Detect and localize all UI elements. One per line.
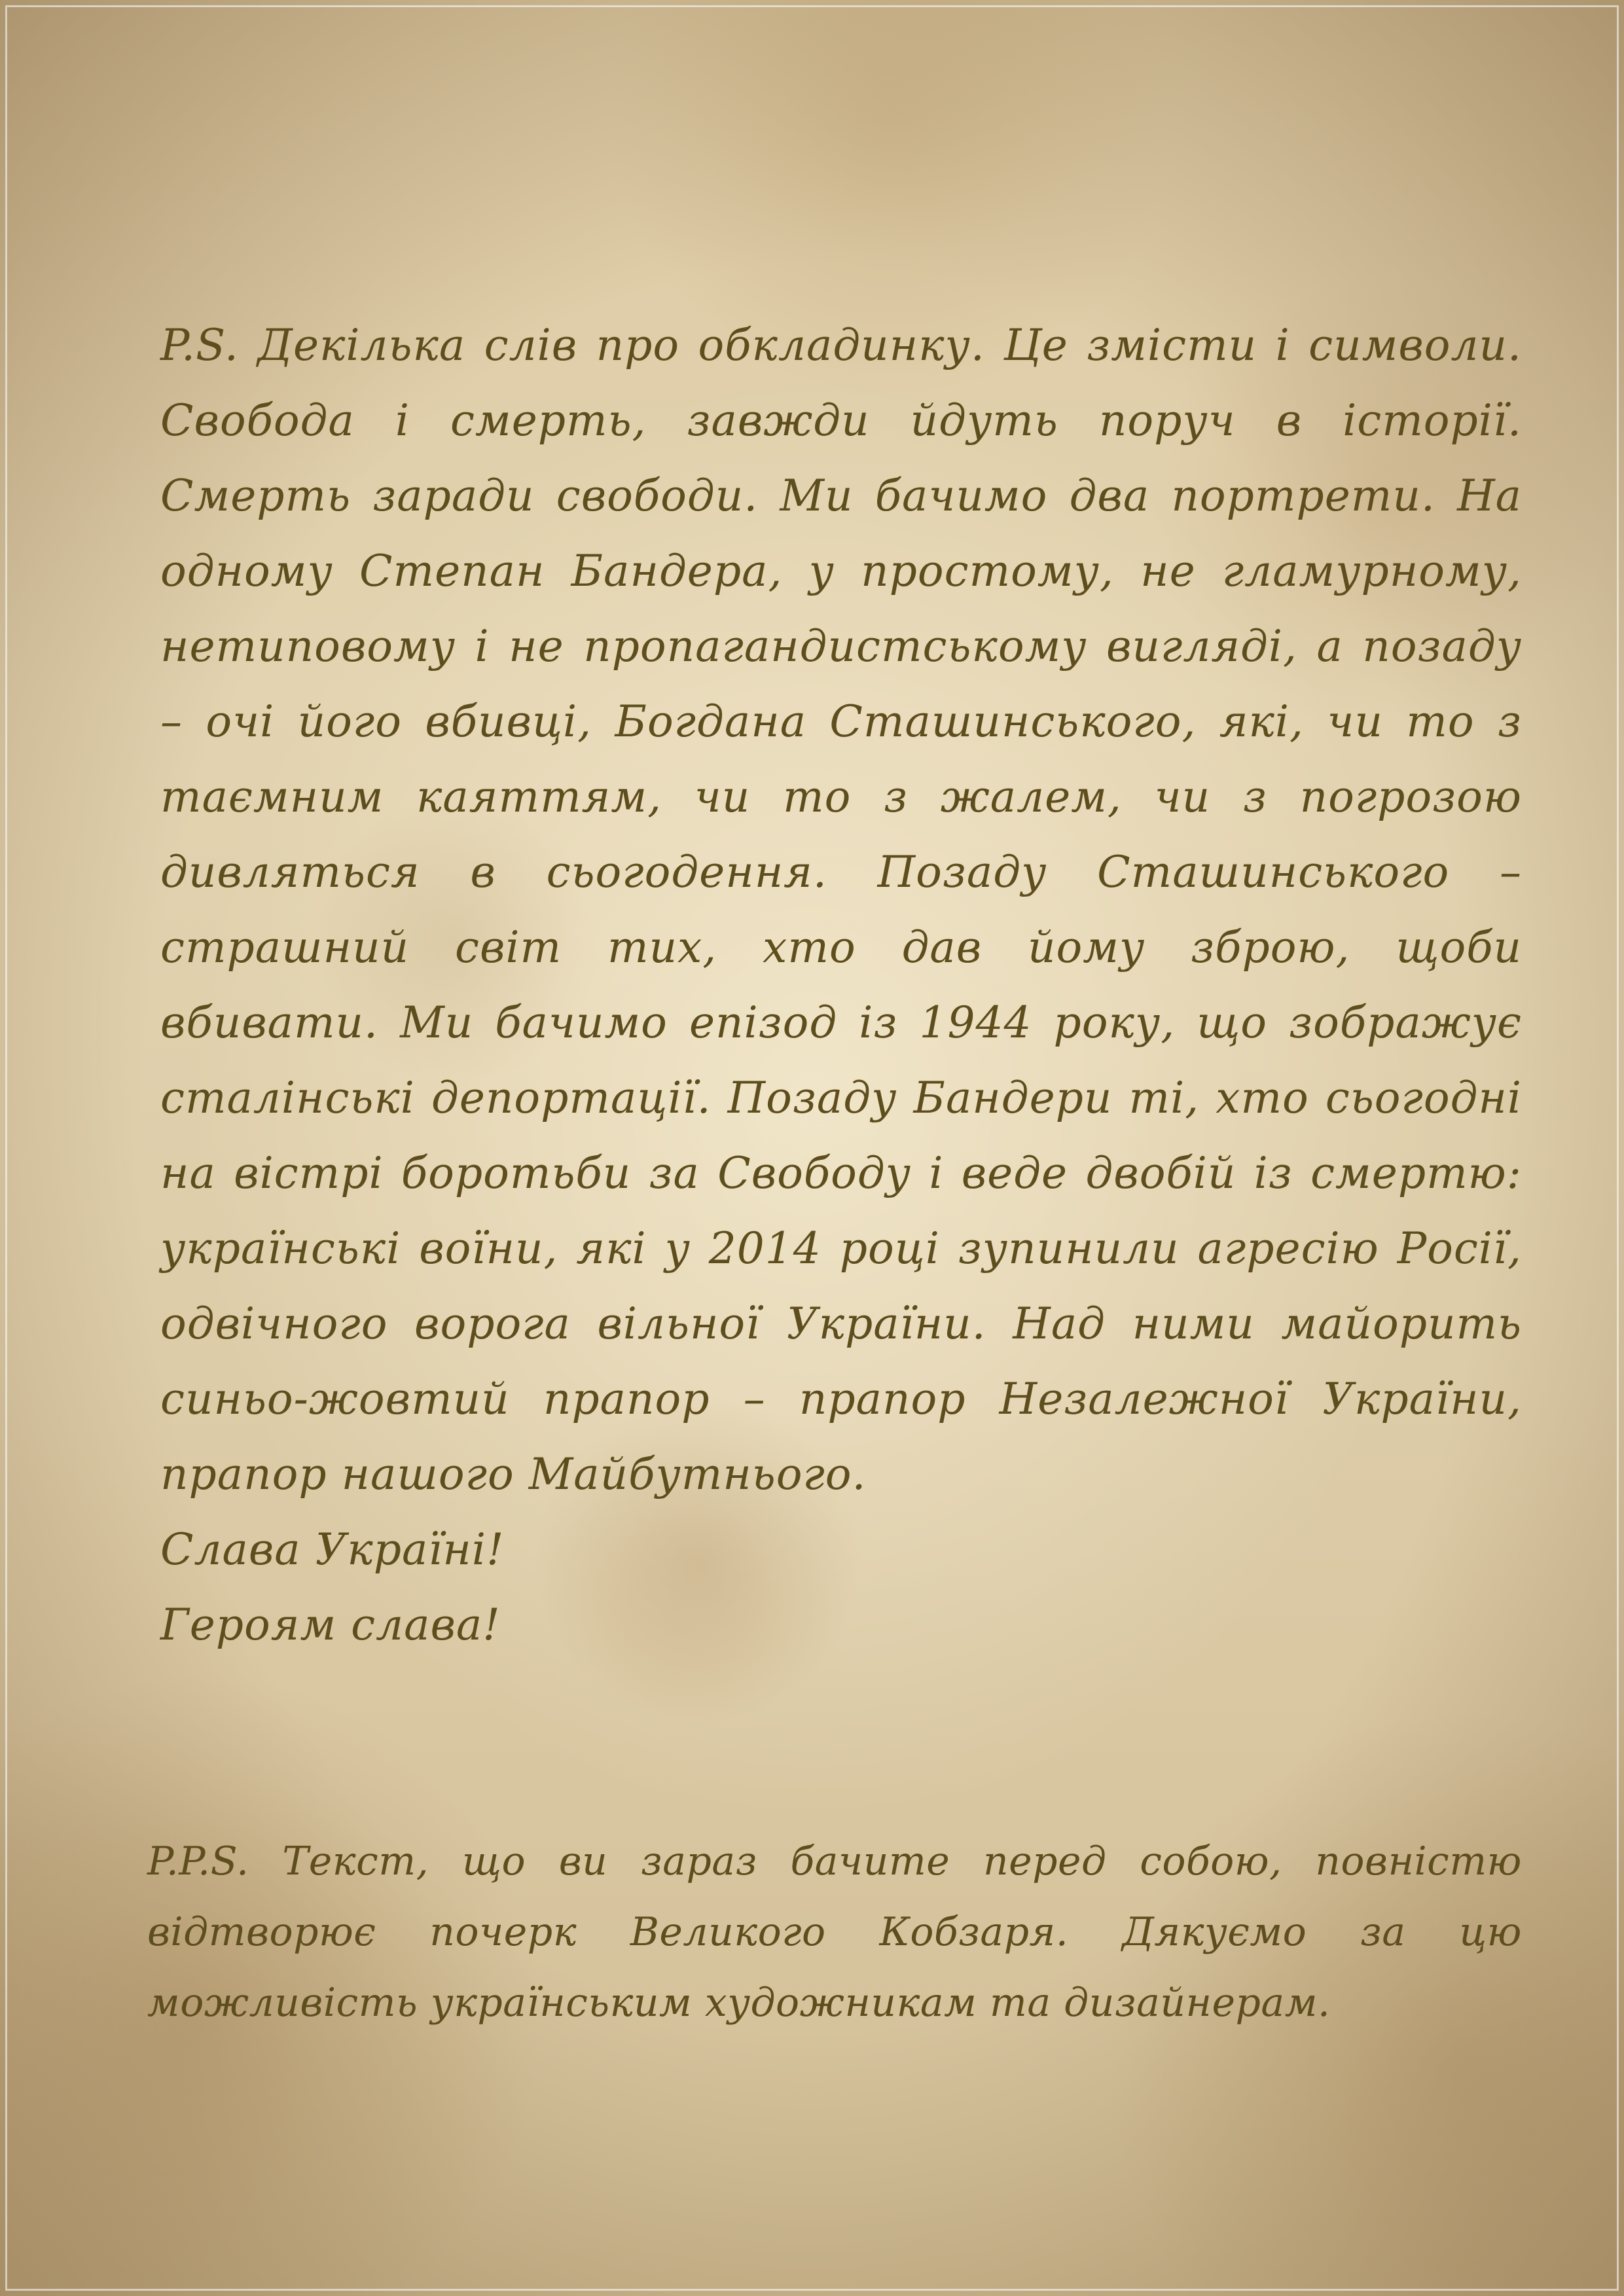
postscript-paragraph: P.S. Декілька слів про обкладинку. Це змісти і символи. Свобода і смерть, завжди йдуть поруч в історії. Смерть заради свободи. Ми бачимо два портрети. На одному Степан Бандера, у простому, не гламурному, нетиповому і не пропагандистському вигляді, а позаду – очі його вбивці, Богдана Сташинського, які, чи то з таємним каяттям, чи то з жалем, чи з погрозою дивляться в сьогодення. Позаду Сташинського – страшний світ тих, хто дав йому зброю, щоби вбивати. Ми бачимо епізод із 1944 року, що зображує сталінські депортації. Позаду Бандери ті, хто сьогодні на вістрі боротьби за Свободу і веде двобій із смертю: українські воїни, які у 2014 році зупинили агресію Росії, одвічного ворога вільної України. Над ними майорить синьо-жовтий прапор – прапор Незалежної України, прапор нашого Майбутнього.: [160, 320, 1522, 1499]
pps-paragraph: P.P.S. Текст, що ви зараз бачите перед собою, повністю відтворює почерк Великого Кобзаря. Дякуємо за цю можливість українським художникам та дизайнерам.: [147, 1839, 1522, 2026]
second-postscript: [147, 1826, 1522, 2038]
letter-body: [160, 308, 1522, 1662]
salute-line-1: Слава Україні!: [160, 1524, 505, 1575]
salute-line-2: Героям слава!: [160, 1600, 501, 1650]
